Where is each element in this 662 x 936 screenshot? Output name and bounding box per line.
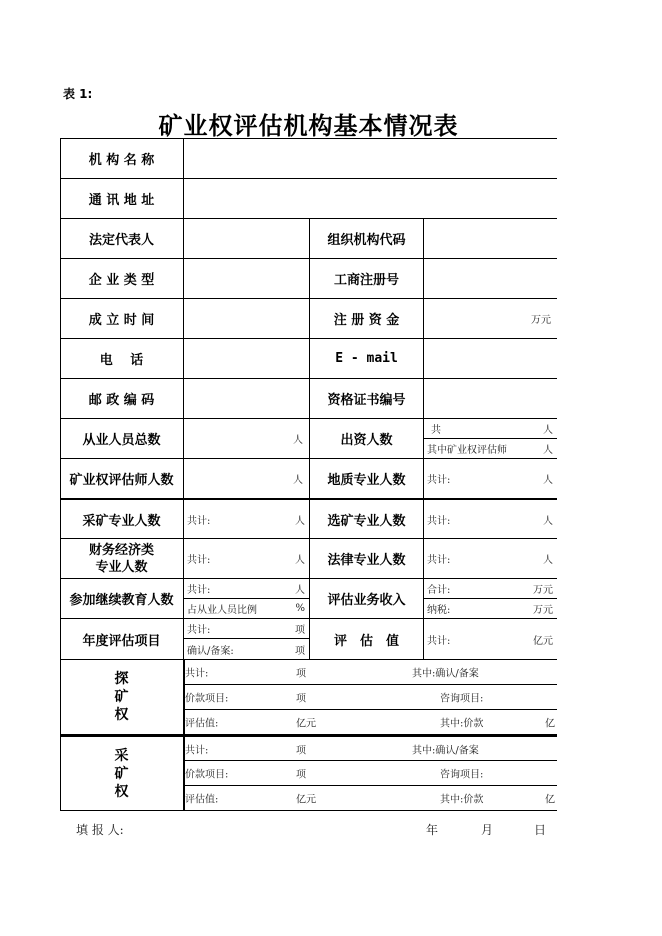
- label-finance: [60, 539, 184, 579]
- footer-day: 日: [534, 823, 547, 837]
- field-org-code[interactable]: [424, 219, 557, 259]
- form-table: [60, 138, 557, 811]
- label-income: 评估业务收入: [310, 579, 424, 619]
- field-reg-capital[interactable]: [424, 299, 557, 339]
- unit-person: 人: [543, 515, 553, 527]
- unit-person: 人: [295, 515, 305, 527]
- unit-yi-short: 亿: [545, 718, 555, 730]
- label-total: 共计:: [187, 625, 211, 636]
- label-law: 法律专业人数: [310, 539, 424, 579]
- field-law[interactable]: [424, 539, 557, 579]
- label-ent-type: 企 业 类 型: [60, 259, 184, 299]
- char: 权: [114, 783, 129, 800]
- footer-month: 月: [481, 823, 494, 837]
- label-postal: 邮 政 编 码: [60, 379, 184, 419]
- unit-percent: %: [295, 603, 305, 614]
- field-mining[interactable]: [184, 500, 310, 539]
- field-annual-confirm[interactable]: [184, 639, 310, 660]
- label-org-name: 机 构 名 称: [60, 138, 184, 179]
- table-number: 表 1:: [63, 87, 93, 101]
- label-confirm: 确认/备案:: [187, 645, 234, 657]
- label-exploration-right: [60, 660, 184, 735]
- field-finance[interactable]: [184, 539, 310, 579]
- unit-person: 人: [293, 475, 303, 486]
- label-legal-rep: 法定代表人: [60, 219, 184, 259]
- unit-person: 人: [543, 475, 553, 486]
- field-ent-type[interactable]: [184, 259, 310, 299]
- label-total: 共计:: [187, 515, 211, 527]
- unit-person: 人: [293, 435, 303, 446]
- label-confirm2: 其中:确认/备案: [412, 668, 479, 680]
- unit-person: 人: [543, 555, 553, 566]
- label-price: 价款项目:: [185, 769, 229, 781]
- explore-row-3[interactable]: [184, 710, 557, 735]
- field-email[interactable]: [424, 339, 557, 379]
- label-cont-edu: 参加继续教育人数: [60, 579, 184, 619]
- label-of-price: 其中:价款: [440, 794, 484, 806]
- field-postal[interactable]: [184, 379, 310, 419]
- label-total: 共计:: [427, 555, 451, 566]
- field-phone[interactable]: [184, 339, 310, 379]
- footer-filler: 填 报 人:: [76, 823, 124, 837]
- label-confirm2: 其中:确认/备案: [412, 745, 479, 756]
- unit-yi: 亿元: [296, 718, 316, 730]
- field-income-tax[interactable]: [424, 599, 557, 619]
- field-address[interactable]: [184, 179, 557, 219]
- field-dressing[interactable]: [424, 500, 557, 539]
- field-cont-edu-total[interactable]: [184, 579, 310, 599]
- field-income-sum[interactable]: [424, 579, 557, 599]
- label-value: 评 估 值: [310, 619, 424, 660]
- mine-row-3[interactable]: [184, 786, 557, 811]
- label-ratio: 占从业人员比例: [187, 605, 257, 616]
- unit-wan: 万元: [533, 585, 553, 596]
- label-reg-no: 工商注册号: [310, 259, 424, 299]
- field-investors-total[interactable]: [424, 419, 557, 439]
- label-price: 价款项目:: [185, 693, 229, 705]
- unit-person: 人: [295, 555, 305, 566]
- mine-row-2[interactable]: [184, 761, 557, 786]
- label-total: 共计:: [185, 668, 209, 680]
- column-divider: [184, 660, 185, 811]
- unit-item: 项: [296, 693, 306, 705]
- field-assessors[interactable]: [184, 459, 310, 499]
- label-eval: 评估值:: [185, 718, 219, 730]
- field-cert-no[interactable]: [424, 379, 557, 419]
- label-finance-line1: 财务经济类: [88, 542, 154, 558]
- label-sum: 合计:: [427, 585, 451, 596]
- label-mining: 采矿专业人数: [60, 500, 184, 539]
- field-cont-edu-ratio[interactable]: [184, 599, 310, 619]
- label-mining-right: [60, 737, 184, 811]
- unit-item: 项: [296, 668, 306, 680]
- field-staff-total[interactable]: [184, 419, 310, 459]
- char: 采: [114, 747, 129, 764]
- label-reg-capital: 注 册 资 金: [310, 299, 424, 339]
- page-title: 矿业权评估机构基本情况表: [158, 112, 459, 140]
- label-dressing: 选矿专业人数: [310, 500, 424, 539]
- char: 矿: [114, 689, 129, 705]
- unit-yi: 亿元: [533, 635, 553, 647]
- field-reg-no[interactable]: [424, 259, 557, 299]
- label-total: 共计:: [427, 515, 451, 527]
- label-address: 通 讯 地 址: [60, 179, 184, 219]
- unit-yi: 亿元: [296, 794, 316, 806]
- char: 权: [114, 707, 129, 723]
- unit-item: 项: [295, 625, 305, 636]
- field-org-name[interactable]: [184, 138, 557, 179]
- label-org-code: 组织机构代码: [310, 219, 424, 259]
- unit-item: 项: [296, 769, 306, 781]
- field-value[interactable]: [424, 619, 557, 660]
- field-investors-assessor[interactable]: [424, 439, 557, 459]
- label-email: E - mail: [310, 339, 424, 379]
- label-total: 共计:: [187, 585, 211, 596]
- explore-row-1[interactable]: [184, 660, 557, 685]
- mine-row-1[interactable]: [184, 737, 557, 761]
- label-phone: 电 话: [60, 339, 184, 379]
- label-total: 共计:: [187, 555, 211, 566]
- label-annual: 年度评估项目: [60, 619, 184, 660]
- label-founded: 成 立 时 间: [60, 299, 184, 339]
- label-of-which-assessor: 其中矿业权评估师: [427, 445, 507, 456]
- label-investors: 出资人数: [310, 419, 424, 459]
- unit-item: 项: [296, 745, 306, 756]
- label-geology: 地质专业人数: [310, 459, 424, 499]
- label-staff-total: 从业人员总数: [60, 419, 184, 459]
- unit-wan: 万元: [531, 315, 551, 326]
- unit-item: 项: [295, 645, 305, 657]
- field-legal-rep[interactable]: [184, 219, 310, 259]
- label-finance-line2: 专业人数: [95, 559, 148, 575]
- footer-year: 年: [426, 823, 439, 837]
- label-of-price: 其中:价款: [440, 718, 484, 730]
- unit-person: 人: [295, 585, 305, 596]
- unit-wan: 万元: [533, 605, 553, 616]
- field-founded[interactable]: [184, 299, 310, 339]
- unit-person: 人: [543, 445, 553, 456]
- label-eval: 评估值:: [185, 794, 219, 806]
- explore-row-2[interactable]: [184, 685, 557, 710]
- unit-person: 人: [543, 425, 553, 436]
- char: 矿: [114, 765, 129, 782]
- label-consult: 咨询项目:: [440, 769, 484, 781]
- label-total: 共计:: [427, 475, 451, 486]
- label-assessors: 矿业权评估师人数: [60, 459, 184, 499]
- label-total: 共计:: [185, 745, 209, 756]
- label-consult: 咨询项目:: [440, 693, 484, 705]
- label-cert-no: 资格证书编号: [310, 379, 424, 419]
- label-gong: 共: [431, 425, 441, 436]
- field-annual-total[interactable]: [184, 619, 310, 639]
- unit-yi-short: 亿: [545, 794, 555, 806]
- char: 探: [114, 671, 129, 687]
- field-geology[interactable]: [424, 459, 557, 499]
- label-tax: 纳税:: [427, 605, 451, 616]
- label-total: 共计:: [427, 635, 451, 647]
